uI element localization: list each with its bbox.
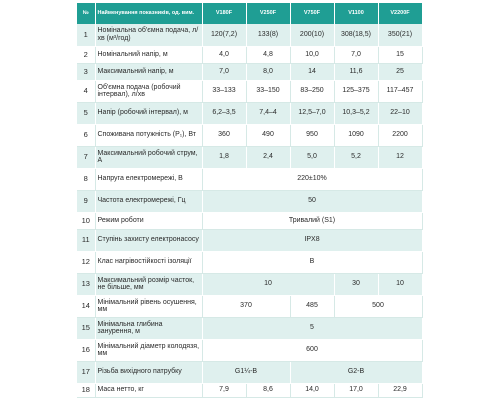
- cell-value: 4,8: [246, 46, 290, 63]
- cell-value-shared: 50: [202, 190, 422, 212]
- cell-value: 14: [290, 63, 334, 80]
- row-number: 9: [77, 190, 95, 212]
- cell-value-shared: B: [202, 251, 422, 273]
- row-number: 5: [77, 102, 95, 124]
- table-row: [77, 212, 422, 229]
- row-parameter-name: Споживана потужність (P₁), Вт: [95, 124, 202, 146]
- row-number: 11: [77, 229, 95, 251]
- cell-value: 5,0: [290, 146, 334, 168]
- row-parameter-name: Напруга електромережі, В: [95, 168, 202, 190]
- row-parameter-name: Мінімальний діаметр колодязя, мм: [95, 339, 202, 361]
- row-number: 7: [77, 146, 95, 168]
- header-parameter-name: Найменування показників, од. вим.: [95, 3, 202, 24]
- cell-value: 5,2: [334, 146, 378, 168]
- table-row: [77, 383, 422, 397]
- row-parameter-name: Клас нагрівостійкості ізоляції: [95, 251, 202, 273]
- cell-value-group: 370: [202, 295, 290, 317]
- table-row: [77, 168, 422, 190]
- cell-value-shared: Тривалий (S1): [202, 212, 422, 229]
- cell-value: 6,2–3,5: [202, 102, 246, 124]
- cell-value: 120(7,2): [202, 24, 246, 46]
- table-row: [77, 361, 422, 383]
- row-number: 1: [77, 24, 95, 46]
- cell-value: 308(18,5): [334, 24, 378, 46]
- cell-value: 14,0: [290, 383, 334, 397]
- row-number: 18: [77, 383, 95, 397]
- table-row: [77, 190, 422, 212]
- spec-table-container: [77, 3, 422, 398]
- cell-value-shared: 600: [202, 339, 422, 361]
- table-row: [77, 273, 422, 295]
- cell-value: 7,0: [202, 63, 246, 80]
- cell-value: 30: [334, 273, 378, 295]
- header-model: V180F: [202, 3, 246, 24]
- spec-table: [77, 3, 423, 398]
- cell-value: 490: [246, 124, 290, 146]
- table-row: [77, 80, 422, 102]
- header-row: [77, 3, 422, 24]
- cell-value: 125–375: [334, 80, 378, 102]
- cell-value-group: G1¼-B: [202, 361, 290, 383]
- cell-value: 17,0: [334, 383, 378, 397]
- cell-value: 133(8): [246, 24, 290, 46]
- row-number: 3: [77, 63, 95, 80]
- row-number: 6: [77, 124, 95, 146]
- row-number: 17: [77, 361, 95, 383]
- cell-value-group: 10: [202, 273, 334, 295]
- cell-value: 1,8: [202, 146, 246, 168]
- cell-value: 10,0: [290, 46, 334, 63]
- cell-value: 25: [378, 63, 422, 80]
- table-row: [77, 124, 422, 146]
- table-row: [77, 229, 422, 251]
- row-parameter-name: Об'ємна подача (робочий інтервал), л/хв: [95, 80, 202, 102]
- row-number: 12: [77, 251, 95, 273]
- table-row: [77, 339, 422, 361]
- table-row: [77, 146, 422, 168]
- cell-value-group: 500: [334, 295, 422, 317]
- row-number: 15: [77, 317, 95, 339]
- cell-value: 2200: [378, 124, 422, 146]
- table-row: [77, 251, 422, 273]
- cell-value: 10,3–5,2: [334, 102, 378, 124]
- row-parameter-name: Номінальна об'ємна подача, л/хв (м³/год): [95, 24, 202, 46]
- cell-value: 22–10: [378, 102, 422, 124]
- row-parameter-name: Максимальний напір, м: [95, 63, 202, 80]
- row-parameter-name: Мінімальний рівень осушення, мм: [95, 295, 202, 317]
- cell-value-shared: 5: [202, 317, 422, 339]
- cell-value: 83–250: [290, 80, 334, 102]
- table-row: [77, 24, 422, 46]
- row-parameter-name: Максимальний розмір часток, не більше, мм: [95, 273, 202, 295]
- cell-value: 22,9: [378, 383, 422, 397]
- row-parameter-name: Ступінь захисту електронасосу: [95, 229, 202, 251]
- cell-value: 117–457: [378, 80, 422, 102]
- cell-value-shared: IPX8: [202, 229, 422, 251]
- cell-value: 350(21): [378, 24, 422, 46]
- cell-value: 7,9: [202, 383, 246, 397]
- table-row: [77, 317, 422, 339]
- row-number: 2: [77, 46, 95, 63]
- row-parameter-name: Маса нетто, кг: [95, 383, 202, 397]
- header-model: V250F: [246, 3, 290, 24]
- row-parameter-name: Мінімальна глибина занурення, м: [95, 317, 202, 339]
- cell-value: 200(10): [290, 24, 334, 46]
- cell-value: 8,0: [246, 63, 290, 80]
- cell-value-shared: 220±10%: [202, 168, 422, 190]
- header-model: V2200F: [378, 3, 422, 24]
- row-number: 14: [77, 295, 95, 317]
- cell-value: 8,6: [246, 383, 290, 397]
- row-number: 10: [77, 212, 95, 229]
- cell-value: 360: [202, 124, 246, 146]
- header-number: №: [77, 3, 95, 24]
- cell-value: 33–150: [246, 80, 290, 102]
- cell-value: 7,0: [334, 46, 378, 63]
- row-number: 16: [77, 339, 95, 361]
- row-parameter-name: Різьба вихідного патрубку: [95, 361, 202, 383]
- cell-value: 2,4: [246, 146, 290, 168]
- cell-value: 485: [290, 295, 334, 317]
- row-number: 8: [77, 168, 95, 190]
- cell-value-group: G2-B: [290, 361, 422, 383]
- cell-value: 11,6: [334, 63, 378, 80]
- cell-value: 10: [378, 273, 422, 295]
- row-number: 4: [77, 80, 95, 102]
- table-row: [77, 46, 422, 63]
- row-number: 13: [77, 273, 95, 295]
- table-row: [77, 63, 422, 80]
- cell-value: 950: [290, 124, 334, 146]
- cell-value: 15: [378, 46, 422, 63]
- row-parameter-name: Частота електромережі, Гц: [95, 190, 202, 212]
- cell-value: 4,0: [202, 46, 246, 63]
- header-model: V750F: [290, 3, 334, 24]
- row-parameter-name: Максимальний робочий струм, А: [95, 146, 202, 168]
- table-row: [77, 102, 422, 124]
- cell-value: 12: [378, 146, 422, 168]
- row-parameter-name: Номінальний напір, м: [95, 46, 202, 63]
- row-parameter-name: Режим роботи: [95, 212, 202, 229]
- row-parameter-name: Напір (робочий інтервал), м: [95, 102, 202, 124]
- cell-value: 33–133: [202, 80, 246, 102]
- header-model: V1100: [334, 3, 378, 24]
- cell-value: 12,5–7,0: [290, 102, 334, 124]
- cell-value: 7,4–4: [246, 102, 290, 124]
- cell-value: 1090: [334, 124, 378, 146]
- table-row: [77, 295, 422, 317]
